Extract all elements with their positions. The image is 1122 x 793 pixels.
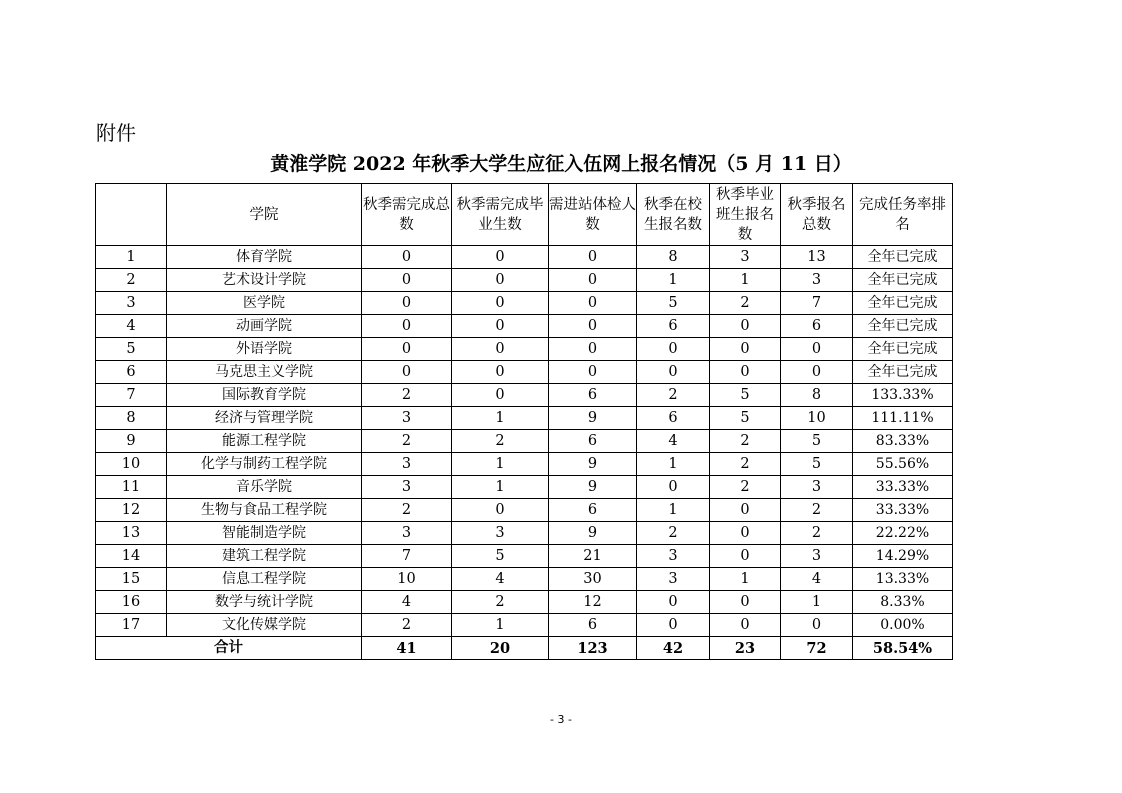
cell-index: 12 <box>96 499 167 522</box>
table-row <box>96 384 953 407</box>
cell-college: 建筑工程学院 <box>167 545 362 568</box>
total-total-required: 41 <box>362 637 452 660</box>
cell-index: 17 <box>96 614 167 637</box>
page-number: - 3 - <box>550 713 572 726</box>
table-row <box>96 499 953 522</box>
cell-completion-rank: 33.33% <box>853 476 953 499</box>
cell-in-school-signups: 0 <box>637 361 710 384</box>
cell-total-required: 7 <box>362 545 452 568</box>
cell-in-school-signups: 8 <box>637 246 710 269</box>
cell-in-school-signups: 6 <box>637 315 710 338</box>
cell-index: 2 <box>96 269 167 292</box>
cell-index: 16 <box>96 591 167 614</box>
cell-completion-rank: 22.22% <box>853 522 953 545</box>
cell-in-school-signups: 3 <box>637 568 710 591</box>
cell-completion-rank: 全年已完成 <box>853 361 953 384</box>
header-total-signups: 秋季报名总数 <box>781 184 853 246</box>
cell-in-school-signups: 2 <box>637 384 710 407</box>
cell-college: 艺术设计学院 <box>167 269 362 292</box>
cell-completion-rank: 0.00% <box>853 614 953 637</box>
cell-index: 8 <box>96 407 167 430</box>
cell-in-school-signups: 4 <box>637 430 710 453</box>
attachment-label: 附件 <box>96 121 136 145</box>
cell-physical-exam: 6 <box>549 384 637 407</box>
cell-in-school-signups: 0 <box>637 338 710 361</box>
cell-in-school-signups: 2 <box>637 522 710 545</box>
cell-grad-signups: 0 <box>710 545 781 568</box>
cell-physical-exam: 0 <box>549 315 637 338</box>
header-in-school-signups: 秋季在校生报名数 <box>637 184 710 246</box>
cell-physical-exam: 21 <box>549 545 637 568</box>
cell-college: 国际教育学院 <box>167 384 362 407</box>
cell-physical-exam: 9 <box>549 522 637 545</box>
cell-grad-signups: 0 <box>710 499 781 522</box>
cell-completion-rank: 111.11% <box>853 407 953 430</box>
cell-grad-required: 0 <box>452 384 549 407</box>
cell-index: 6 <box>96 361 167 384</box>
cell-index: 4 <box>96 315 167 338</box>
total-completion-rank: 58.54% <box>853 637 953 660</box>
cell-total-required: 3 <box>362 476 452 499</box>
document-title: 黄淮学院 2022 年秋季大学生应征入伍网上报名情况（5 月 11 日） <box>270 153 852 175</box>
cell-completion-rank: 全年已完成 <box>853 338 953 361</box>
cell-total-required: 3 <box>362 407 452 430</box>
cell-total-required: 0 <box>362 269 452 292</box>
cell-index: 3 <box>96 292 167 315</box>
cell-grad-required: 0 <box>452 292 549 315</box>
cell-grad-signups: 2 <box>710 453 781 476</box>
cell-index: 13 <box>96 522 167 545</box>
cell-physical-exam: 9 <box>549 476 637 499</box>
cell-index: 10 <box>96 453 167 476</box>
cell-total-required: 2 <box>362 614 452 637</box>
cell-grad-signups: 3 <box>710 246 781 269</box>
cell-index: 15 <box>96 568 167 591</box>
cell-college: 体育学院 <box>167 246 362 269</box>
table-row <box>96 407 953 430</box>
cell-total-signups: 10 <box>781 407 853 430</box>
cell-grad-signups: 0 <box>710 614 781 637</box>
header-total-required: 秋季需完成总数 <box>362 184 452 246</box>
header-grad-required: 秋季需完成毕业生数 <box>452 184 549 246</box>
cell-college: 信息工程学院 <box>167 568 362 591</box>
cell-total-signups: 6 <box>781 315 853 338</box>
table-row <box>96 476 953 499</box>
cell-physical-exam: 6 <box>549 430 637 453</box>
cell-grad-required: 1 <box>452 476 549 499</box>
cell-in-school-signups: 0 <box>637 591 710 614</box>
cell-college: 动画学院 <box>167 315 362 338</box>
cell-grad-required: 1 <box>452 407 549 430</box>
cell-grad-required: 5 <box>452 545 549 568</box>
cell-total-signups: 1 <box>781 591 853 614</box>
cell-college: 生物与食品工程学院 <box>167 499 362 522</box>
cell-total-required: 10 <box>362 568 452 591</box>
total-row <box>96 637 953 660</box>
cell-completion-rank: 55.56% <box>853 453 953 476</box>
table-row <box>96 453 953 476</box>
cell-index: 5 <box>96 338 167 361</box>
enlistment-stats-table <box>95 183 953 660</box>
cell-total-signups: 5 <box>781 453 853 476</box>
cell-total-required: 0 <box>362 338 452 361</box>
cell-grad-required: 0 <box>452 269 549 292</box>
cell-completion-rank: 14.29% <box>853 545 953 568</box>
cell-in-school-signups: 1 <box>637 499 710 522</box>
total-in-school-signups: 42 <box>637 637 710 660</box>
header-completion-rank: 完成任务率排名 <box>853 184 953 246</box>
cell-total-signups: 2 <box>781 522 853 545</box>
total-total-signups: 72 <box>781 637 853 660</box>
cell-total-signups: 8 <box>781 384 853 407</box>
header-college: 学院 <box>167 184 362 246</box>
table-row <box>96 338 953 361</box>
cell-physical-exam: 30 <box>549 568 637 591</box>
cell-total-signups: 5 <box>781 430 853 453</box>
cell-grad-signups: 1 <box>710 568 781 591</box>
cell-grad-required: 1 <box>452 453 549 476</box>
cell-grad-signups: 0 <box>710 361 781 384</box>
cell-index: 9 <box>96 430 167 453</box>
table-row <box>96 614 953 637</box>
table-row <box>96 269 953 292</box>
cell-total-signups: 2 <box>781 499 853 522</box>
total-physical-exam: 123 <box>549 637 637 660</box>
cell-total-required: 3 <box>362 453 452 476</box>
cell-total-required: 2 <box>362 430 452 453</box>
cell-total-signups: 7 <box>781 292 853 315</box>
cell-completion-rank: 全年已完成 <box>853 269 953 292</box>
cell-grad-required: 2 <box>452 591 549 614</box>
cell-total-signups: 0 <box>781 614 853 637</box>
cell-total-signups: 3 <box>781 476 853 499</box>
cell-completion-rank: 33.33% <box>853 499 953 522</box>
cell-total-signups: 3 <box>781 545 853 568</box>
cell-grad-signups: 5 <box>710 407 781 430</box>
cell-grad-required: 3 <box>452 522 549 545</box>
cell-total-signups: 13 <box>781 246 853 269</box>
cell-in-school-signups: 0 <box>637 614 710 637</box>
table-row <box>96 522 953 545</box>
cell-college: 经济与管理学院 <box>167 407 362 430</box>
cell-total-signups: 0 <box>781 338 853 361</box>
cell-total-required: 0 <box>362 315 452 338</box>
cell-index: 11 <box>96 476 167 499</box>
cell-grad-required: 0 <box>452 338 549 361</box>
cell-physical-exam: 6 <box>549 614 637 637</box>
cell-grad-signups: 2 <box>710 476 781 499</box>
table-row <box>96 545 953 568</box>
header-index <box>96 184 167 246</box>
table-row <box>96 591 953 614</box>
cell-college: 医学院 <box>167 292 362 315</box>
cell-total-required: 0 <box>362 361 452 384</box>
total-label: 合计 <box>96 637 362 660</box>
cell-college: 能源工程学院 <box>167 430 362 453</box>
cell-total-required: 4 <box>362 591 452 614</box>
cell-index: 14 <box>96 545 167 568</box>
table-row <box>96 430 953 453</box>
total-grad-signups: 23 <box>710 637 781 660</box>
cell-total-required: 2 <box>362 384 452 407</box>
cell-physical-exam: 0 <box>549 361 637 384</box>
cell-physical-exam: 9 <box>549 407 637 430</box>
table-row <box>96 246 953 269</box>
cell-total-required: 2 <box>362 499 452 522</box>
cell-college: 化学与制药工程学院 <box>167 453 362 476</box>
cell-completion-rank: 8.33% <box>853 591 953 614</box>
cell-grad-signups: 0 <box>710 591 781 614</box>
header-grad-signups: 秋季毕业班生报名数 <box>710 184 781 246</box>
cell-total-signups: 0 <box>781 361 853 384</box>
total-grad-required: 20 <box>452 637 549 660</box>
cell-grad-required: 4 <box>452 568 549 591</box>
cell-index: 7 <box>96 384 167 407</box>
cell-completion-rank: 全年已完成 <box>853 246 953 269</box>
cell-college: 马克思主义学院 <box>167 361 362 384</box>
cell-physical-exam: 12 <box>549 591 637 614</box>
cell-in-school-signups: 1 <box>637 453 710 476</box>
cell-physical-exam: 6 <box>549 499 637 522</box>
cell-grad-signups: 1 <box>710 269 781 292</box>
cell-in-school-signups: 6 <box>637 407 710 430</box>
cell-in-school-signups: 3 <box>637 545 710 568</box>
table-row <box>96 361 953 384</box>
cell-college: 数学与统计学院 <box>167 591 362 614</box>
table-header-row <box>96 184 953 246</box>
cell-grad-signups: 0 <box>710 522 781 545</box>
cell-grad-signups: 2 <box>710 430 781 453</box>
cell-completion-rank: 全年已完成 <box>853 292 953 315</box>
cell-in-school-signups: 5 <box>637 292 710 315</box>
header-physical-exam: 需进站体检人数 <box>549 184 637 246</box>
cell-grad-required: 0 <box>452 361 549 384</box>
cell-in-school-signups: 0 <box>637 476 710 499</box>
cell-completion-rank: 133.33% <box>853 384 953 407</box>
cell-grad-signups: 2 <box>710 292 781 315</box>
cell-physical-exam: 0 <box>549 292 637 315</box>
cell-grad-required: 0 <box>452 315 549 338</box>
table-row <box>96 568 953 591</box>
cell-in-school-signups: 1 <box>637 269 710 292</box>
cell-grad-signups: 5 <box>710 384 781 407</box>
cell-total-required: 0 <box>362 246 452 269</box>
cell-grad-required: 0 <box>452 246 549 269</box>
cell-total-signups: 4 <box>781 568 853 591</box>
cell-college: 文化传媒学院 <box>167 614 362 637</box>
cell-physical-exam: 0 <box>549 338 637 361</box>
cell-total-signups: 3 <box>781 269 853 292</box>
cell-college: 音乐学院 <box>167 476 362 499</box>
table-row <box>96 292 953 315</box>
cell-grad-required: 1 <box>452 614 549 637</box>
cell-total-required: 3 <box>362 522 452 545</box>
cell-physical-exam: 0 <box>549 269 637 292</box>
cell-college: 外语学院 <box>167 338 362 361</box>
cell-college: 智能制造学院 <box>167 522 362 545</box>
cell-completion-rank: 83.33% <box>853 430 953 453</box>
table-row <box>96 315 953 338</box>
cell-index: 1 <box>96 246 167 269</box>
cell-physical-exam: 9 <box>549 453 637 476</box>
table-body <box>96 246 953 637</box>
cell-grad-signups: 0 <box>710 315 781 338</box>
cell-grad-required: 2 <box>452 430 549 453</box>
cell-completion-rank: 13.33% <box>853 568 953 591</box>
cell-grad-required: 0 <box>452 499 549 522</box>
cell-total-required: 0 <box>362 292 452 315</box>
cell-completion-rank: 全年已完成 <box>853 315 953 338</box>
cell-physical-exam: 0 <box>549 246 637 269</box>
cell-grad-signups: 0 <box>710 338 781 361</box>
